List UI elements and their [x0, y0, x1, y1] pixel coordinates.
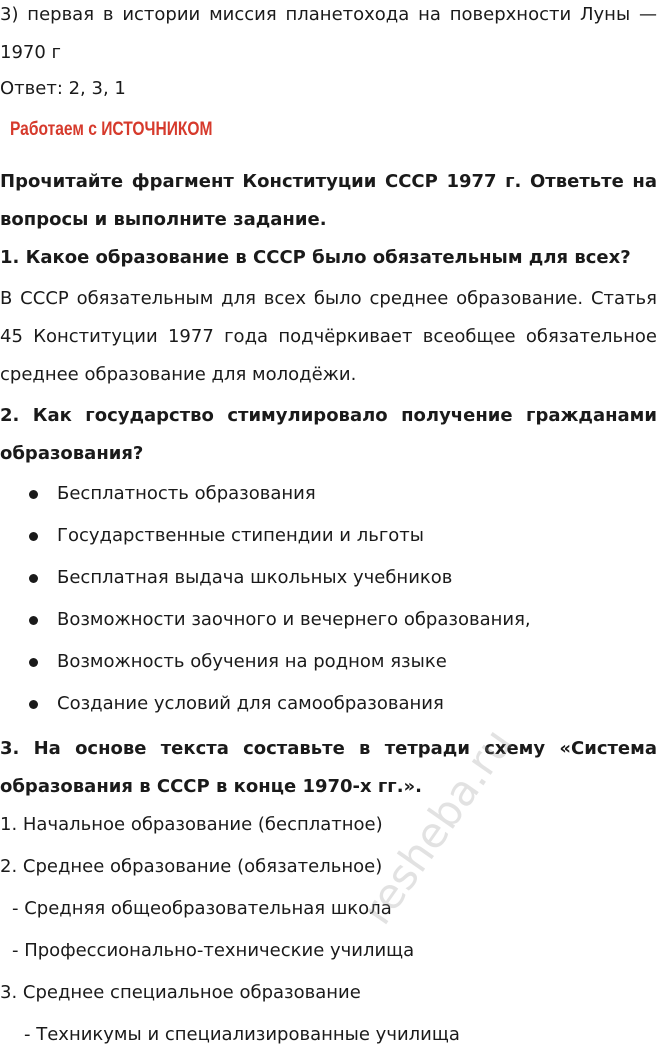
list-item: Бесплатная выдача школьных учебников [0, 557, 657, 599]
instruction-text: Прочитайте фрагмент Конституции СССР 1977 г. Ответьте на вопросы и выполните задание. [0, 171, 657, 230]
list-item: Возможность обучения на родном языке [0, 641, 657, 683]
list-item: Создание условий для самообразования [0, 683, 657, 725]
watermark: resheba.ru [352, 719, 522, 934]
answer-1: В СССР обязательным для всех было среднее образование. Статья 45 Конституции 1977 года подчёркивает всеобщее обязательное среднее образование для молодёжи. [0, 288, 657, 385]
answer-line: Ответ: 2, 3, 1 [0, 78, 126, 99]
bullet-icon [29, 658, 38, 667]
bullet-icon [29, 700, 38, 709]
scheme-line: - Средняя общеобразовательная школа [12, 898, 392, 919]
section-badge: Работаем с ИСТОЧНИКОМ [10, 119, 213, 140]
scheme-line: 1. Начальное образование (бесплатное) [0, 814, 383, 835]
scheme-line: 2. Среднее образование (обязательное) [0, 856, 383, 877]
bullet-icon [29, 616, 38, 625]
previous-answer-item: 3) первая в истории миссия планетохода на поверхности Луны — 1970 г [0, 4, 657, 63]
question-2: 2. Как государство стимулировало получение гражданами образования? [0, 405, 657, 464]
scheme-line: 3. Среднее специальное образование [0, 982, 361, 1003]
question-3: 3. На основе текста составьте в тетради схему «Система образования в СССР в конце 1970-х гг.». [0, 738, 657, 797]
scheme-line: - Техникумы и специализированные училища [24, 1024, 460, 1045]
incentives-list [0, 473, 657, 725]
list-item: Государственные стипендии и льготы [0, 515, 657, 557]
bullet-icon [29, 574, 38, 583]
bullet-icon [29, 490, 38, 499]
bullet-icon [29, 532, 38, 541]
scheme-line: - Профессионально-технические училища [12, 940, 415, 961]
list-item: Возможности заочного и вечернего образования, [0, 599, 657, 641]
question-1: 1. Какое образование в СССР было обязательным для всех? [0, 247, 631, 268]
list-item: Бесплатность образования [0, 473, 657, 515]
